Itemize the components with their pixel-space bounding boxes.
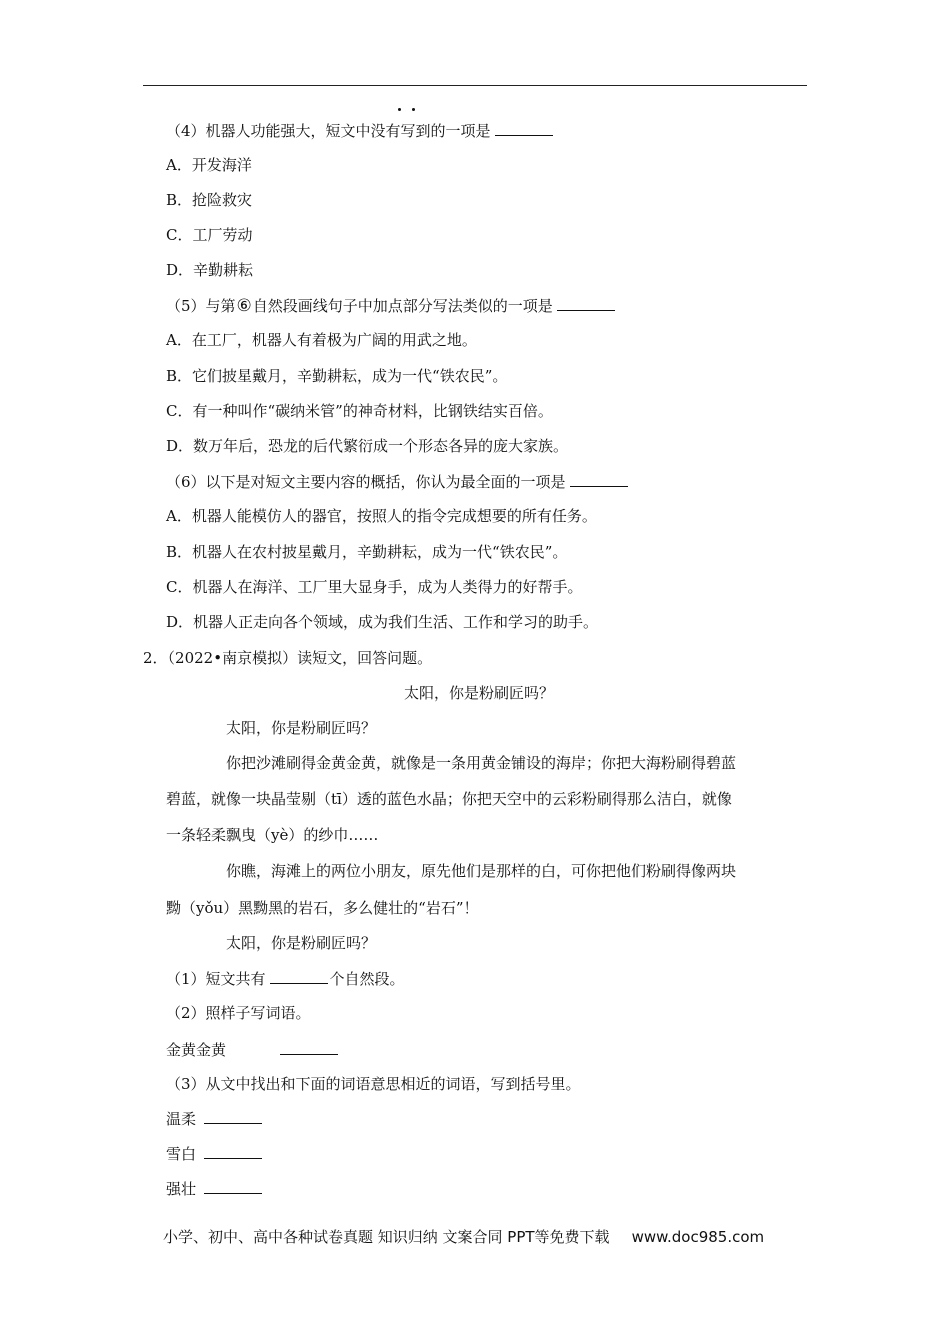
synonym-row-1 [166,1107,262,1130]
q1-sub4-option-d: D．辛勤耕耘 [166,261,254,279]
example-word: 金黄金黄 [166,1041,227,1059]
q1-sub5-option-a: A．在工厂，机器人有着极为广阔的用武之地。 [166,331,477,349]
synonym-word: 强壮 [166,1180,197,1198]
synonym-word: 雪白 [166,1145,197,1163]
header-rule [143,85,807,86]
q1-sub6-stem-text: （6）以下是对短文主要内容的概括，你认为最全面的一项是 [166,473,566,491]
answer-blank[interactable] [570,470,628,487]
passage-paragraph-2-line-3: 一条轻柔飘曳（yè）的纱巾…… [166,826,379,844]
synonym-word: 温柔 [166,1110,197,1128]
q1-sub5-option-b: B．它们披星戴月，辛勤耕耘，成为一代“铁农民”。 [166,367,508,385]
q1-sub6-option-d: D．机器人正走向各个领域，成为我们生活、工作和学习的助手。 [166,613,599,631]
page-footer [163,1226,764,1247]
emphasis-dots [396,108,420,114]
q2-sub1 [166,967,405,990]
passage-paragraph-2-line-2: 碧蓝，就像一块晶莹剔（tī）透的蓝色水晶；你把天空中的云彩粉刷得那么洁白，就像 [166,790,732,808]
circled-number: ⑥ [236,296,252,316]
q2-header: 2．（2022•南京模拟）读短文，回答问题。 [143,649,433,667]
q2-sub1-after: 个自然段。 [329,970,405,988]
q1-sub6-option-a: A．机器人能模仿人的器官，按照人的指令完成想要的所有任务。 [166,507,597,525]
synonym-row-3 [166,1177,262,1200]
q1-sub5-option-c: C．有一种叫作“碳纳米管”的神奇材料，比钢铁结实百倍。 [166,402,553,420]
passage-title: 太阳，你是粉刷匠吗？ [404,684,555,702]
answer-blank[interactable] [270,967,328,984]
passage-paragraph-1: 太阳，你是粉刷匠吗？ [226,719,377,737]
q2-sub3: （3）从文中找出和下面的词语意思相近的词语，写到括号里。 [166,1075,581,1093]
q1-sub4-option-a: A．开发海洋 [166,156,252,174]
answer-blank[interactable] [204,1107,262,1124]
answer-blank[interactable] [495,119,553,136]
example-word-row [166,1038,338,1061]
answer-blank[interactable] [204,1177,262,1194]
q1-sub4-stem-text: （4）机器人功能强大，短文中没有写到的一项是 [166,122,491,140]
passage-paragraph-2-line-1: 你把沙滩刷得金黄金黄，就像是一条用黄金铺设的海岸；你把大海粉刷得碧蓝 [226,754,737,772]
q1-sub5-stem [166,294,615,317]
answer-blank[interactable] [204,1142,262,1159]
q1-sub6-option-c: C．机器人在海洋、工厂里大显身手，成为人类得力的好帮手。 [166,578,583,596]
q1-sub6-stem [166,470,628,493]
footer-url[interactable]: www.doc985.com [631,1228,765,1246]
q1-sub4-option-b: B．抢险救灾 [166,191,253,209]
q1-sub4-stem [166,119,553,142]
synonym-row-2 [166,1142,262,1165]
passage-paragraph-3-line-1: 你瞧，海滩上的两位小朋友，原先他们是那样的白，可你把他们粉刷得像两块 [226,862,737,880]
q1-sub5-stem-after: 自然段画线句子中加点部分写法类似的一项是 [252,297,553,315]
answer-blank[interactable] [280,1038,338,1055]
q2-sub1-before: （1）短文共有 [166,970,266,988]
passage-paragraph-3-line-2: 黝（yǒu）黑黝黑的岩石，多么健壮的“岩石”！ [166,899,479,917]
q1-sub4-option-c: C．工厂劳动 [166,226,253,244]
q1-sub5-option-d: D．数万年后，恐龙的后代繁衍成一个形态各异的庞大家族。 [166,437,569,455]
footer-text: 小学、初中、高中各种试卷真题 知识归纳 文案合同 PPT等免费下载 [163,1228,610,1246]
answer-blank[interactable] [557,294,615,311]
passage-paragraph-4: 太阳，你是粉刷匠吗？ [226,934,377,952]
q2-sub2: （2）照样子写词语。 [166,1004,311,1022]
q1-sub6-option-b: B．机器人在农村披星戴月，辛勤耕耘，成为一代“铁农民”。 [166,543,568,561]
q1-sub5-stem-before: （5）与第 [166,297,236,315]
